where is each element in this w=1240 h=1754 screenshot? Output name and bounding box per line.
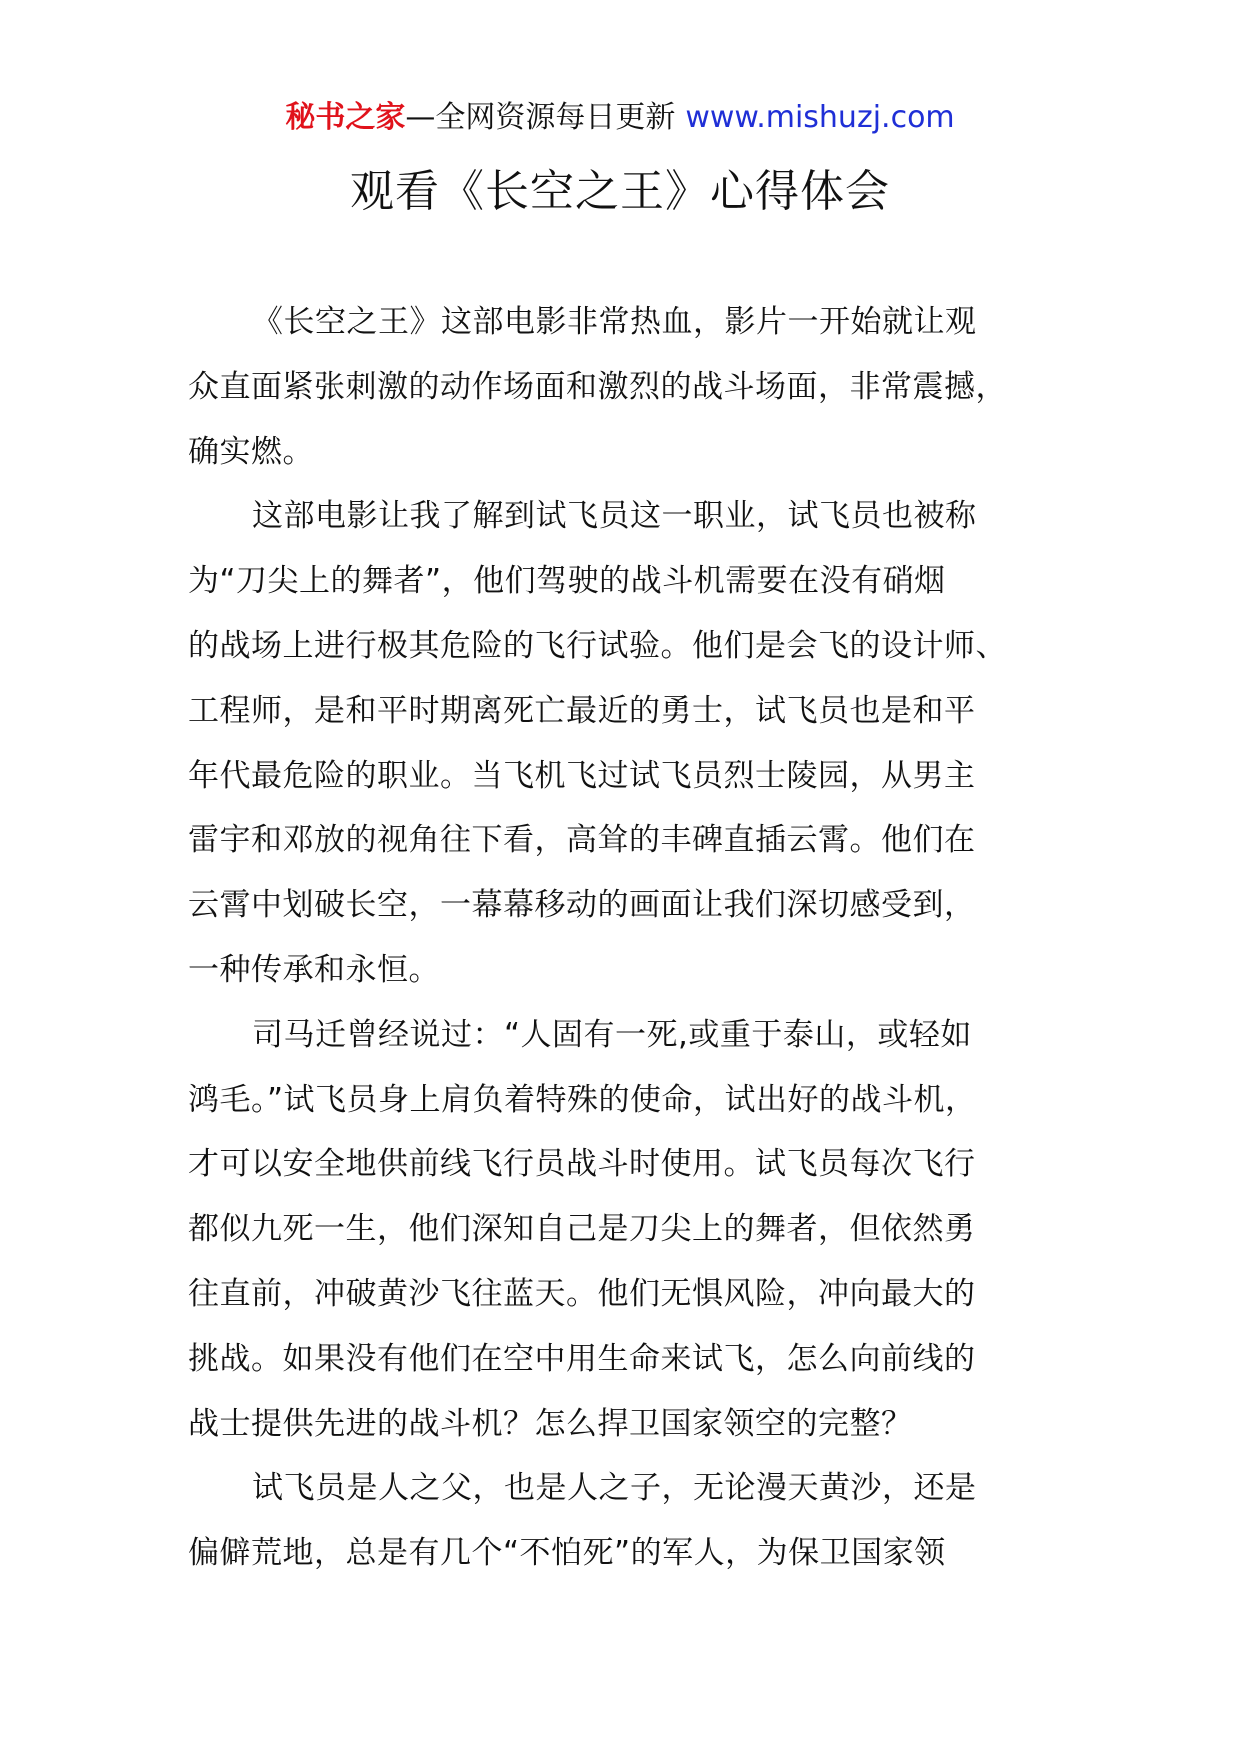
header-slogan: —全网资源每日更新	[405, 100, 676, 135]
text-line: 这部电影让我了解到试飞员这一职业，试飞员也被称	[252, 498, 977, 535]
text-line: 司马迁曾经说过：“人固有一死,或重于泰山，或轻如	[252, 1016, 972, 1053]
site-header	[0, 98, 1240, 138]
text-line: 的战场上进行极其危险的飞行试验。他们是会飞的设计师、	[188, 627, 1007, 664]
text-line: 一种传承和永恒。	[188, 951, 440, 988]
text-line: 众直面紧张刺激的动作场面和激烈的战斗场面，非常震撼，	[188, 368, 1007, 405]
text-line: 战士提供先进的战斗机？怎么捍卫国家领空的完整？	[188, 1405, 913, 1442]
text-line: 鸿毛。”试飞员身上肩负着特殊的使命，试出好的战斗机，	[188, 1081, 977, 1118]
text-line: 雷宇和邓放的视角往下看，高耸的丰碑直插云霄。他们在	[188, 822, 976, 859]
text-line: 挑战。如果没有他们在空中用生命来试飞，怎么向前线的	[188, 1340, 976, 1377]
document-body	[188, 290, 1068, 1586]
brand-name: 秘书之家	[285, 100, 406, 135]
text-line: 云霄中划破长空，一幕幕移动的画面让我们深切感受到，	[188, 887, 976, 924]
text-line: 《长空之王》这部电影非常热血，影片一开始就让观	[252, 304, 977, 340]
site-url-link[interactable]: www.mishuzj.com	[685, 100, 955, 135]
text-line: 试飞员是人之父，也是人之子，无论漫天黄沙，还是	[252, 1470, 977, 1507]
text-line: 确实燃。	[188, 433, 314, 470]
text-line: 工程师，是和平时期离死亡最近的勇士，试飞员也是和平	[188, 692, 976, 729]
text-line: 都似九死一生，他们深知自己是刀尖上的舞者，但依然勇	[188, 1211, 976, 1248]
document-title: 观看《长空之王》心得体会	[350, 166, 890, 217]
paragraph	[188, 290, 1068, 484]
text-line: 年代最危险的职业。当飞机飞过试飞员烈士陵园，从男主	[188, 757, 976, 794]
paragraph	[188, 484, 1068, 1002]
text-line: 往直前，冲破黄沙飞往蓝天。他们无惧风险，冲向最大的	[188, 1275, 976, 1312]
text-line: 偏僻荒地，总是有几个“不怕死”的军人，为保卫国家领	[188, 1535, 946, 1572]
text-line: 为“刀尖上的舞者”，他们驾驶的战斗机需要在没有硝烟	[188, 563, 946, 600]
paragraph	[188, 1456, 1068, 1586]
text-line: 才可以安全地供前线飞行员战斗时使用。试飞员每次飞行	[188, 1146, 976, 1183]
paragraph	[188, 1003, 1068, 1457]
